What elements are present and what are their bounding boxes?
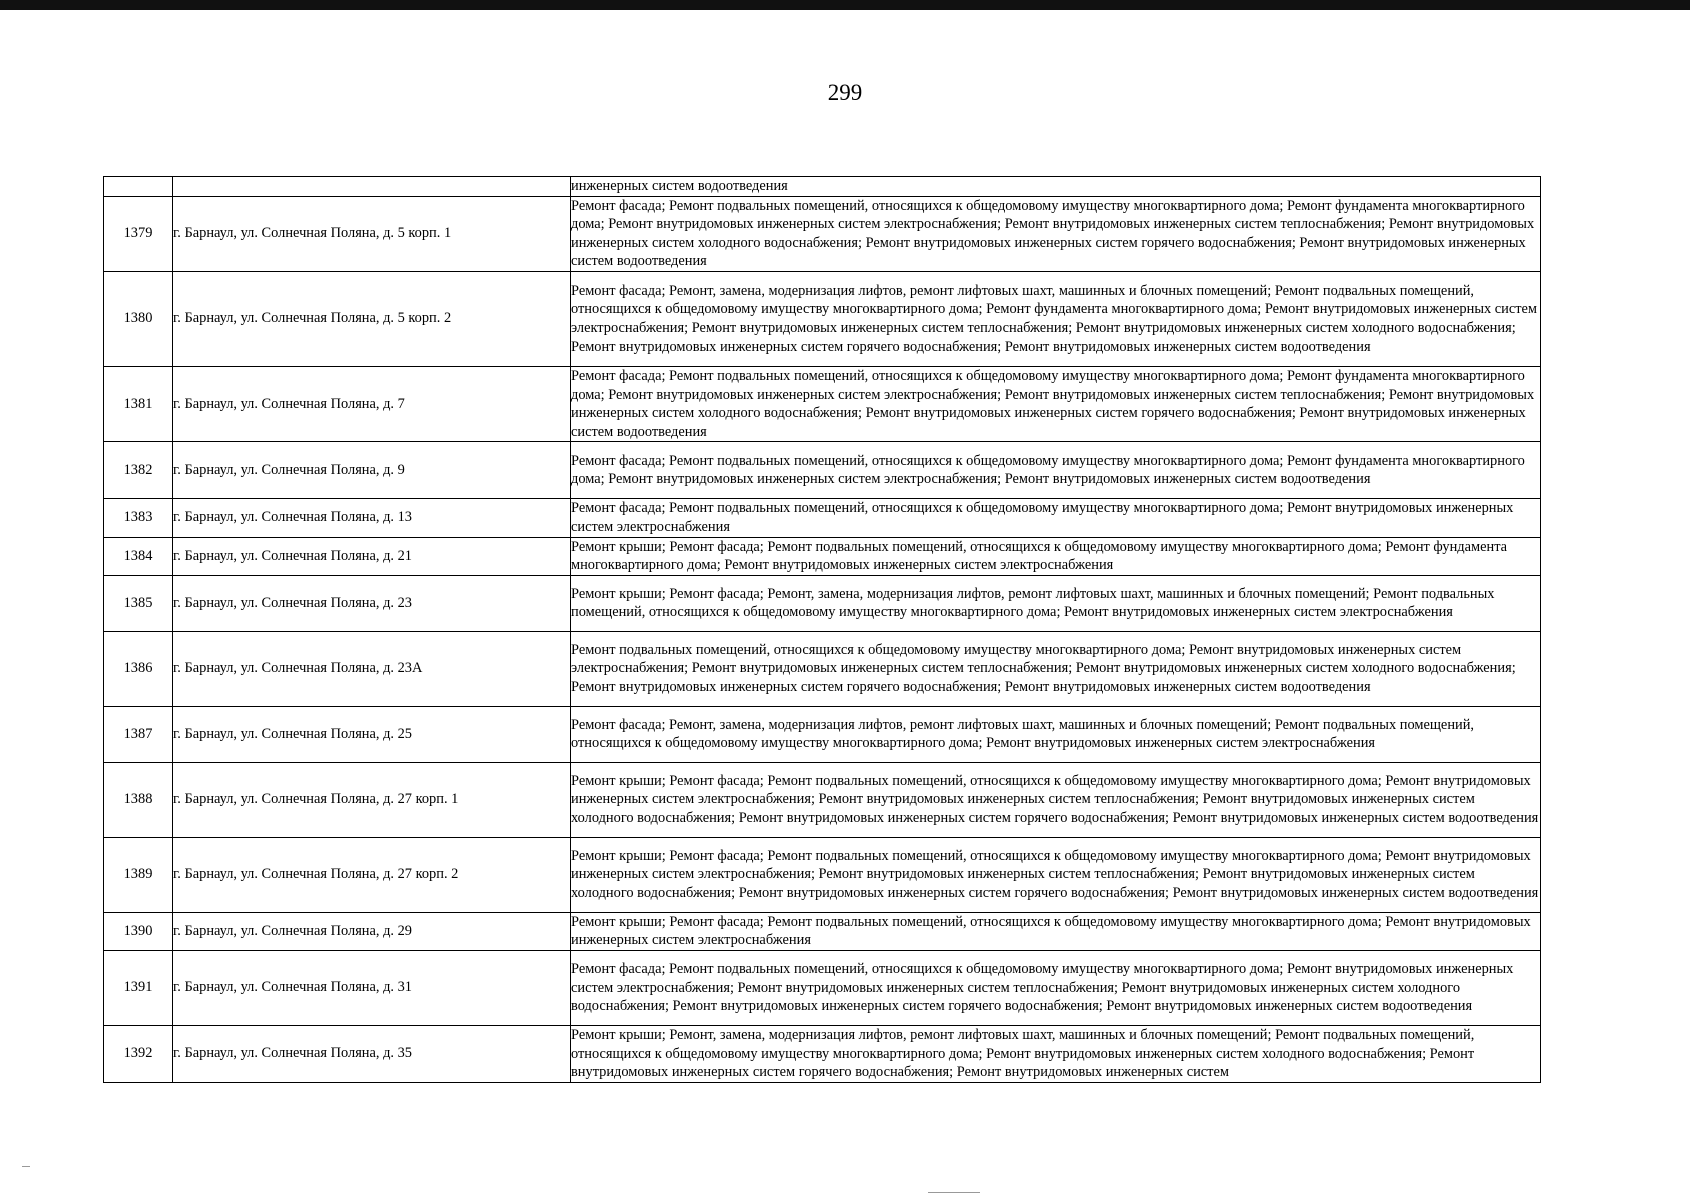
row-address: г. Барнаул, ул. Солнечная Поляна, д. 31: [173, 950, 571, 1025]
table-row: [104, 366, 1541, 441]
table-row: [104, 631, 1541, 706]
table-row: [104, 762, 1541, 837]
row-number: 1380: [104, 271, 173, 366]
row-number: 1384: [104, 537, 173, 575]
row-number: 1392: [104, 1025, 173, 1082]
row-address: г. Барнаул, ул. Солнечная Поляна, д. 21: [173, 537, 571, 575]
table-row: [104, 950, 1541, 1025]
table-row: [104, 499, 1541, 537]
row-works: Ремонт крыши; Ремонт фасада; Ремонт подвальных помещений, относящихся к общедомовому имуществу многоквартирного дома; Ремонт внутридомовых инженерных систем электроснабжения: [571, 912, 1541, 950]
row-address: г. Барнаул, ул. Солнечная Поляна, д. 5 корп. 2: [173, 271, 571, 366]
row-number: 1379: [104, 196, 173, 271]
table-row: [104, 442, 1541, 499]
table-row: [104, 706, 1541, 762]
row-number: 1386: [104, 631, 173, 706]
scan-artifact-mark: [22, 1166, 30, 1167]
row-address: г. Барнаул, ул. Солнечная Поляна, д. 27 корп. 2: [173, 837, 571, 912]
row-number: 1391: [104, 950, 173, 1025]
row-number: 1388: [104, 762, 173, 837]
table-row: [104, 1025, 1541, 1082]
row-number: 1382: [104, 442, 173, 499]
row-works: Ремонт крыши; Ремонт фасада; Ремонт подвальных помещений, относящихся к общедомовому имуществу многоквартирного дома; Ремонт внутридомовых инженерных систем электроснабжения; Ремонт внутридомовых инженерных систем теплоснабжения; Ремонт внутридомовых инженерных систем холодного водоснабжения; Ремонт внутридомовых инженерных систем горячего водоснабжения; Ремонт внутридомовых инженерных систем водоотведения: [571, 762, 1541, 837]
row-works: инженерных систем водоотведения: [571, 177, 1541, 197]
row-works: Ремонт фасада; Ремонт, замена, модернизация лифтов, ремонт лифтовых шахт, машинных и блочных помещений; Ремонт подвальных помещений, относящихся к общедомовому имуществу многоквартирного дома; Ремонт внутридомовых инженерных систем электроснабжения: [571, 706, 1541, 762]
row-works: Ремонт крыши; Ремонт фасада; Ремонт подвальных помещений, относящихся к общедомовому имуществу многоквартирного дома; Ремонт внутридомовых инженерных систем электроснабжения; Ремонт внутридомовых инженерных систем теплоснабжения; Ремонт внутридомовых инженерных систем холодного водоснабжения; Ремонт внутридомовых инженерных систем горячего водоснабжения; Ремонт внутридомовых инженерных систем водоотведения: [571, 837, 1541, 912]
row-works: Ремонт фасада; Ремонт подвальных помещений, относящихся к общедомовому имуществу многоквартирного дома; Ремонт фундамента многоквартирного дома; Ремонт внутридомовых инженерных систем электроснабжения; Ремонт внутридомовых инженерных систем теплоснабжения; Ремонт внутридомовых инженерных систем холодного водоснабжения; Ремонт внутридомовых инженерных систем горячего водоснабжения; Ремонт внутридомовых инженерных систем водоотведения: [571, 196, 1541, 271]
row-works: Ремонт фасада; Ремонт подвальных помещений, относящихся к общедомовому имуществу многоквартирного дома; Ремонт внутридомовых инженерных систем электроснабжения: [571, 499, 1541, 537]
table-row: [104, 271, 1541, 366]
row-works: Ремонт крыши; Ремонт фасада; Ремонт подвальных помещений, относящихся к общедомовому имуществу многоквартирного дома; Ремонт фундамента многоквартирного дома; Ремонт внутридомовых инженерных систем электроснабжения: [571, 537, 1541, 575]
row-address: г. Барнаул, ул. Солнечная Поляна, д. 35: [173, 1025, 571, 1082]
repair-works-table: [103, 176, 1541, 1083]
table-row: [104, 177, 1541, 197]
page-number: 299: [827, 80, 863, 105]
scan-artifact-mark: [928, 1192, 980, 1193]
row-number: 1389: [104, 837, 173, 912]
row-number: 1385: [104, 575, 173, 631]
row-address: г. Барнаул, ул. Солнечная Поляна, д. 23А: [173, 631, 571, 706]
table-row: [104, 575, 1541, 631]
row-address: г. Барнаул, ул. Солнечная Поляна, д. 23: [173, 575, 571, 631]
row-address: г. Барнаул, ул. Солнечная Поляна, д. 5 корп. 1: [173, 196, 571, 271]
table-row: [104, 196, 1541, 271]
row-works: Ремонт крыши; Ремонт фасада; Ремонт, замена, модернизация лифтов, ремонт лифтовых шахт, машинных и блочных помещений; Ремонт подвальных помещений, относящихся к общедомовому имуществу многоквартирного дома; Ремонт внутридомовых инженерных систем электроснабжения: [571, 575, 1541, 631]
row-works: Ремонт фасада; Ремонт подвальных помещений, относящихся к общедомовому имуществу многоквартирного дома; Ремонт фундамента многоквартирного дома; Ремонт внутридомовых инженерных систем электроснабжения; Ремонт внутридомовых инженерных систем водоотведения: [571, 442, 1541, 499]
row-works: Ремонт фасада; Ремонт подвальных помещений, относящихся к общедомовому имуществу многоквартирного дома; Ремонт внутридомовых инженерных систем электроснабжения; Ремонт внутридомовых инженерных систем теплоснабжения; Ремонт внутридомовых инженерных систем холодного водоснабжения; Ремонт внутридомовых инженерных систем горячего водоснабжения; Ремонт внутридомовых инженерных систем водоотведения: [571, 950, 1541, 1025]
row-address: г. Барнаул, ул. Солнечная Поляна, д. 27 корп. 1: [173, 762, 571, 837]
row-works: Ремонт фасада; Ремонт, замена, модернизация лифтов, ремонт лифтовых шахт, машинных и блочных помещений; Ремонт подвальных помещений, относящихся к общедомовому имуществу многоквартирного дома; Ремонт фундамента многоквартирного дома; Ремонт внутридомовых инженерных систем электроснабжения; Ремонт внутридомовых инженерных систем теплоснабжения; Ремонт внутридомовых инженерных систем холодного водоснабжения; Ремонт внутридомовых инженерных систем горячего водоснабжения; Ремонт внутридомовых инженерных систем водоотведения: [571, 271, 1541, 366]
row-number: 1390: [104, 912, 173, 950]
table-row: [104, 837, 1541, 912]
row-works: Ремонт крыши; Ремонт, замена, модернизация лифтов, ремонт лифтовых шахт, машинных и блочных помещений; Ремонт подвальных помещений, относящихся к общедомовому имуществу многоквартирного дома; Ремонт внутридомовых инженерных систем холодного водоснабжения; Ремонт внутридомовых инженерных систем горячего водоснабжения; Ремонт внутридомовых инженерных систем: [571, 1025, 1541, 1082]
row-number: [104, 177, 173, 197]
scan-top-border: [0, 0, 1690, 10]
row-works: Ремонт подвальных помещений, относящихся к общедомовому имуществу многоквартирного дома; Ремонт внутридомовых инженерных систем электроснабжения; Ремонт внутридомовых инженерных систем теплоснабжения; Ремонт внутридомовых инженерных систем холодного водоснабжения; Ремонт внутридомовых инженерных систем горячего водоснабжения; Ремонт внутридомовых инженерных систем водоотведения: [571, 631, 1541, 706]
row-address: [173, 177, 571, 197]
table-row: [104, 537, 1541, 575]
row-address: г. Барнаул, ул. Солнечная Поляна, д. 7: [173, 366, 571, 441]
row-address: г. Барнаул, ул. Солнечная Поляна, д. 25: [173, 706, 571, 762]
row-number: 1381: [104, 366, 173, 441]
table-row: [104, 912, 1541, 950]
row-address: г. Барнаул, ул. Солнечная Поляна, д. 29: [173, 912, 571, 950]
row-address: г. Барнаул, ул. Солнечная Поляна, д. 9: [173, 442, 571, 499]
row-number: 1383: [104, 499, 173, 537]
row-address: г. Барнаул, ул. Солнечная Поляна, д. 13: [173, 499, 571, 537]
row-works: Ремонт фасада; Ремонт подвальных помещений, относящихся к общедомовому имуществу многоквартирного дома; Ремонт фундамента многоквартирного дома; Ремонт внутридомовых инженерных систем электроснабжения; Ремонт внутридомовых инженерных систем теплоснабжения; Ремонт внутридомовых инженерных систем холодного водоснабжения; Ремонт внутридомовых инженерных систем горячего водоснабжения; Ремонт внутридомовых инженерных систем водоотведения: [571, 366, 1541, 441]
row-number: 1387: [104, 706, 173, 762]
